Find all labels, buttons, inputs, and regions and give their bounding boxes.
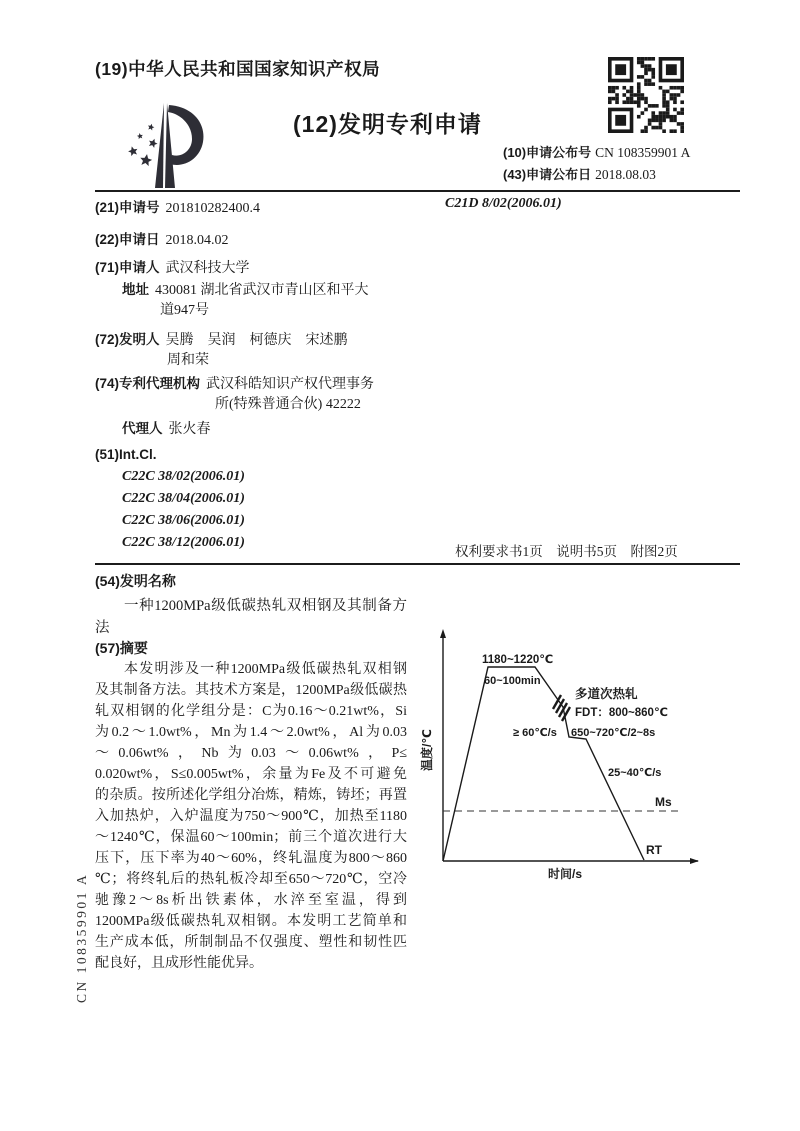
intcl-label: (51)Int.Cl. [95, 447, 157, 462]
inventors-line2: 周和荣 [167, 353, 209, 368]
address-line1: 430081 湖北省武汉市青山区和平大 [155, 283, 369, 298]
ipc-main-class: C21D 8/02(2006.01) [445, 196, 562, 211]
abstract-line: 本发明涉及一种1200MPa级低碳热轧双相钢 [124, 662, 407, 677]
publication-number-line [503, 142, 690, 162]
applicant-label: (71)申请人 [95, 260, 160, 275]
application-number-label: (21)申请号 [95, 200, 160, 215]
pages-info: 权利要求书1页 说明书5页 附图2页 [455, 544, 678, 559]
invention-title-line1: 一种1200MPa级低碳热轧双相钢及其制备方 [124, 598, 407, 614]
abstract-line: 1200MPa级低碳热轧双相钢。本发明工艺简单和 [95, 914, 407, 929]
cool-rate2-label: 25~40℃/s [608, 767, 662, 779]
agency-line1: 武汉科皓知识产权代理事务 [206, 377, 375, 392]
abstract-line: ～0.06wt%，Nb为0.03～0.06wt%，P≤ [95, 746, 407, 761]
x-axis-label: 时间/s [548, 867, 583, 881]
intcl-entry-4: C22C 38/12(2006.01) [122, 535, 245, 550]
temperature-time-chart [420, 626, 745, 884]
abstract-text [95, 659, 407, 974]
agent-label: 代理人 [122, 421, 163, 436]
application-number-row [95, 196, 260, 217]
header-divider [95, 190, 740, 192]
patent-office-name: (19)中华人民共和国国家知识产权局 [95, 59, 381, 79]
abstract-line: 轧双相钢的化学组分是：C为0.16～0.21wt%，Si [95, 704, 407, 719]
cool-rate1-label: ≥ 60℃/s [513, 727, 557, 739]
process-diagram [420, 626, 745, 884]
side-publication-number: CN 108359901 A [74, 872, 89, 1003]
abstract-line: ～1240℃，保温60～100min；前三个道次进行大 [95, 830, 407, 845]
x-axis-arrow-icon [690, 858, 699, 864]
abstract-line: 入加热炉，入炉温度为750～900℃，加热至1180 [95, 809, 407, 824]
publication-date-value: 2018.08.03 [595, 167, 656, 182]
agency-row [95, 372, 374, 393]
address-row [122, 278, 369, 299]
abstract-line: 配良好，且成形性能优异。 [95, 956, 263, 971]
rolling-label: 多道次热轧 [575, 687, 638, 701]
application-date-label: (22)申请日 [95, 232, 160, 247]
soak-temp-label: 1180~1220℃ [482, 654, 554, 666]
publication-date-label: (43)申请公布日 [503, 167, 592, 182]
soak-time-label: 60~100min [484, 675, 541, 687]
applicant-row [95, 256, 250, 277]
abstract-line: ℃；将终轧后的热轧板冷却至650～720℃，空冷 [95, 872, 407, 887]
section-divider [95, 563, 740, 565]
hold-label: 650~720℃/2~8s [571, 727, 656, 739]
abstract-line: 0.020wt%，S≤0.005wt%，余量为Fe及不可避免 [95, 767, 407, 782]
publication-number-value: CN 108359901 A [595, 145, 691, 160]
address-line2: 道947号 [160, 303, 209, 318]
intcl-entry-1: C22C 38/02(2006.01) [122, 469, 245, 484]
rolling-pass-marks [553, 695, 570, 721]
invention-title-label: (54)发明名称 [95, 573, 176, 589]
publication-date-line [503, 164, 656, 184]
agent-row [122, 417, 211, 438]
application-date-row [95, 228, 229, 249]
y-axis-label: 温度/℃ [420, 729, 434, 771]
publication-number-label: (10)申请公布号 [503, 145, 592, 160]
abstract-line: 生产成本低，所制制品不仅强度、塑性和韧性匹 [95, 935, 407, 950]
abstract-line: 及其制备方法。其技术方案是，1200MPa级低碳热 [95, 683, 407, 698]
agency-line2: 所(特殊普通合伙) 42222 [215, 397, 361, 412]
inventors-line1: 吴腾 吴润 柯德庆 宋述鹏 [165, 333, 348, 348]
qr-code [608, 57, 684, 133]
ms-label: Ms [655, 795, 672, 809]
sipo-logo [118, 96, 220, 198]
application-number-value: 201810282400.4 [165, 201, 261, 216]
intcl-entry-2: C22C 38/04(2006.01) [122, 491, 245, 506]
abstract-line: 驰豫2～8s析出铁素体，水淬至室温，得到 [95, 893, 407, 908]
abstract-line: 压下，压下率为40～60%，终轧温度为800～860 [95, 851, 407, 866]
invention-title-line2: 法 [95, 620, 110, 636]
rt-label: RT [646, 843, 662, 857]
fdt-label: FDT：800~860℃ [575, 707, 668, 719]
abstract-line: 的杂质。按所述化学组分冶炼，精炼，铸坯；再置 [95, 788, 407, 803]
inventors-label: (72)发明人 [95, 332, 160, 347]
intcl-entry-3: C22C 38/06(2006.01) [122, 513, 245, 528]
agency-label: (74)专利代理机构 [95, 376, 201, 391]
document-type-title: (12)发明专利申请 [293, 111, 482, 137]
address-label: 地址 [122, 282, 149, 297]
y-axis-arrow-icon [440, 629, 446, 638]
agent-name: 张火春 [168, 422, 211, 437]
abstract-label: (57)摘要 [95, 640, 148, 656]
inventors-row [95, 328, 348, 349]
abstract-line: 为0.2～1.0wt%，Mn为1.4～2.0wt%，Al为0.03 [95, 725, 407, 740]
application-date-value: 2018.04.02 [165, 233, 229, 248]
applicant-name: 武汉科技大学 [165, 261, 250, 276]
